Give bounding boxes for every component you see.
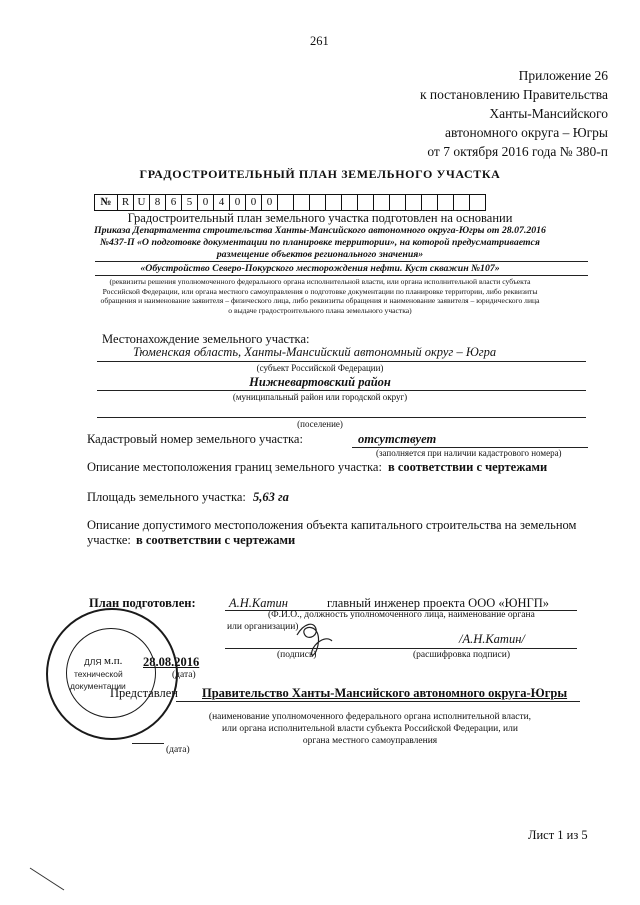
basis-note-line: обращения и наименование заявителя – физического лица, либо реквизиты обращения и наименование заявителя – юридического лица (100, 296, 540, 305)
number-cell (405, 194, 422, 211)
prepared-date: 28.08.2016 (143, 655, 200, 669)
number-cell: 0 (229, 194, 246, 211)
divider (97, 390, 586, 391)
number-cell (373, 194, 390, 211)
submitted-note-line: (наименование уполномоченного федерального органа исполнительной власти, (208, 712, 532, 722)
borders-label: Описание местоположения границ земельного участка: (87, 460, 382, 474)
prepared-position: главный инженер проекта ООО «ЮНГП» (327, 596, 550, 610)
subject-value: Тюменская область, Ханты-Мансийский автономный округ – Югра (133, 345, 497, 359)
number-cell (293, 194, 310, 211)
decode-note: (расшифровка подписи) (413, 650, 510, 660)
placement-line: Описание допустимого местоположения объекта капитального строительства на земельном (87, 518, 577, 532)
appendix-line: Приложение 26 (518, 68, 608, 83)
district-value: Нижневартовский район (249, 375, 391, 389)
submitted-org: Правительство Ханты-Мансийского автономного округа-Югры (202, 686, 568, 700)
basis-note (0, 277, 640, 315)
appendix-line: Ханты-Мансийского (489, 106, 608, 121)
number-cell: U (133, 194, 150, 211)
number-cell: 0 (245, 194, 262, 211)
cadastral-note: (заполняется при наличии кадастрового номера) (376, 448, 562, 458)
basis-object: «Обустройство Северо-Покурского месторождения нефти. Куст скважин №107» (140, 263, 500, 274)
prepared-label: План подготовлен: (89, 596, 196, 610)
prepared-note: (Ф.И.О., должность уполномоченного лица, наименование органа (268, 610, 535, 620)
number-cell: 4 (213, 194, 230, 211)
page-number: 261 (310, 34, 329, 48)
divider (97, 361, 586, 362)
divider (132, 743, 164, 744)
sheet-number: Лист 1 из 5 (528, 828, 588, 842)
appendix-line: к постановлению Правительства (419, 87, 608, 102)
basis-line: №437-П «О подготовке документации по планировке территории», на которой предусматривается (100, 237, 540, 248)
number-cell: 8 (149, 194, 166, 211)
document-title: ГРАДОСТРОИТЕЛЬНЫЙ ПЛАН ЗЕМЕЛЬНОГО УЧАСТКА (139, 167, 501, 181)
number-cell: 0 (197, 194, 214, 211)
number-cell: 6 (165, 194, 182, 211)
district-note: (муниципальный район или городской округ) (232, 392, 408, 402)
submitted-label: Представлен (110, 686, 178, 700)
prepared-name: А.Н.Катин (229, 596, 288, 610)
number-cell (341, 194, 358, 211)
subject-note: (субъект Российской Федерации) (256, 363, 384, 373)
organization-stamp (46, 608, 178, 740)
number-cell (437, 194, 454, 211)
date-note: (дата) (172, 670, 196, 680)
divider (225, 648, 577, 649)
submitted-note-line: органа местного самоуправления (302, 736, 438, 746)
scan-mark (28, 864, 68, 894)
number-cell (453, 194, 470, 211)
number-cell (389, 194, 406, 211)
cadastral-value: отсутствует (358, 432, 437, 446)
submitted-date-note: (дата) (166, 745, 190, 755)
area-label: Площадь земельного участка: (87, 490, 246, 504)
stamp-text: технической (74, 669, 123, 679)
number-cell: R (117, 194, 134, 211)
number-cell (469, 194, 486, 211)
prepared-note: или организации) (227, 622, 299, 632)
placement-label: участке: (87, 533, 131, 547)
appendix-block (420, 66, 608, 161)
settlement-note: (поселение) (297, 419, 343, 429)
basis-heading: Градостроительный план земельного участка подготовлен на основании (127, 211, 513, 225)
appendix-line: от 7 октября 2016 года № 380-п (427, 144, 608, 159)
stamp-place-mark: м.п. (104, 655, 123, 667)
submitted-note-line: или органа исполнительной власти субъекта Российской Федерации, или (222, 724, 518, 734)
appendix-line: автономного округа – Югры (445, 125, 608, 140)
basis-line: размещение объектов регионального значения» (216, 249, 424, 260)
borders-value: в соответствии с чертежами (388, 460, 548, 474)
number-sign-cell: № (94, 194, 118, 211)
number-cell (421, 194, 438, 211)
basis-note-line: Российской Федерации, или органа местного самоуправления о подготовке документации по планировке территории, либо реквизиты (102, 286, 538, 296)
number-cell (325, 194, 342, 211)
basis-note-line: (реквизиты решения уполномоченного федерального органа исполнительной власти, или органа исполнительной власти субъекта (109, 277, 531, 286)
basis-line: Приказа Департамента строительства Ханты-Мансийского автономного округа-Югры от 28.07.2016 (94, 225, 546, 236)
plan-number-grid (95, 194, 486, 211)
signature-decoded: /А.Н.Катин/ (459, 632, 525, 646)
location-label: Местонахождение земельного участка: (102, 332, 310, 346)
number-cell: 0 (261, 194, 278, 211)
number-cell: 5 (181, 194, 198, 211)
divider (97, 417, 586, 418)
number-cell (357, 194, 374, 211)
stamp-text: ДЛЯ (84, 657, 102, 667)
number-cell (309, 194, 326, 211)
basis-note-line: о выдаче градостроительного плана земельного участка) (228, 305, 412, 315)
number-cell (277, 194, 294, 211)
divider (95, 275, 588, 276)
sign-note: (подпись) (277, 650, 317, 660)
cadastral-label: Кадастровый номер земельного участка: (87, 432, 303, 446)
area-value: 5,63 га (253, 490, 289, 504)
divider (95, 261, 588, 262)
divider (176, 701, 580, 702)
stamp-text: документации (70, 681, 126, 691)
placement-value: в соответствии с чертежами (136, 533, 296, 547)
